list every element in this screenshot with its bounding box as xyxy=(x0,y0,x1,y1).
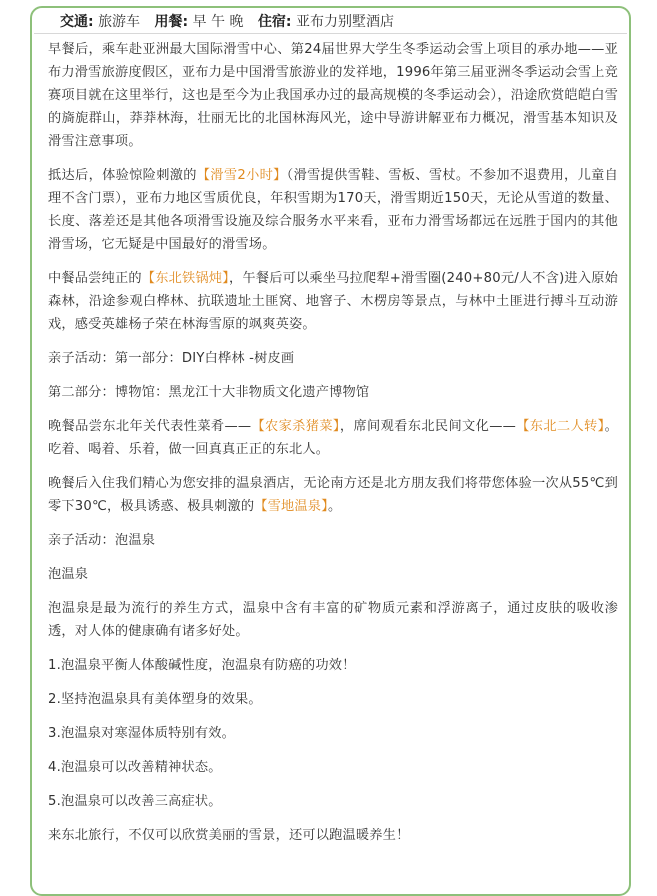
list-item: 1.泡温泉平衡人体酸碱性度，泡温泉有防癌的功效！ xyxy=(48,658,356,673)
paragraph-family-activity-2: 亲子活动：泡温泉 xyxy=(48,533,156,548)
paragraph-family-activity-1: 亲子活动：第一部分：DIY白桦林 -树皮画 xyxy=(48,351,295,366)
highlight-iron-pot-stew: 【 东北铁锅炖 】 xyxy=(142,271,229,286)
meals-value: 早 午 晚 xyxy=(192,14,244,30)
paragraph-morning: 早餐后，乘车赴亚洲最大国际滑雪中心、第24届世界大学生冬季运动会雪上项目的承办地——亚布力滑雪旅游度假区，亚布力是中国滑雪旅游业的发祥地，1996年第三届亚洲冬季运动会雪上竞赛项目就在这里举行，这也是至今为止我国承办过的最高规模的冬季运动会），沿途欣赏皑皑白雪的旖旎群山，莽莽林海，壮丽无比的北国林海风光，途中导游讲解亚布力概况，滑雪基本知识及滑雪注意事项。 xyxy=(48,42,618,149)
paragraph-hot-spring-hotel: 晚餐后入住我们精心为您安排的温泉酒店，无论南方还是北方朋友我们将带您体验一次从55℃到零下30℃，极具诱惑、极具刺激的【 雪地温泉 】 。 xyxy=(48,472,618,518)
list-item: 2.坚持泡温泉具有美体塑身的效果。 xyxy=(48,692,262,707)
paragraph-dinner: 晚餐品尝东北年关代表性菜肴——【 农家杀猪菜 】 ，席间观看东北民间文化——【 东北二人转 】 。吃着、喝着、乐着，做一回真真正正的东北人。 xyxy=(48,415,618,461)
highlight-snow-hot-spring: 【 雪地温泉 】 xyxy=(254,499,328,514)
header-divider xyxy=(34,33,627,34)
itinerary-body xyxy=(48,38,618,858)
transport-label: 交通: xyxy=(60,14,94,30)
transport-value: 旅游车 xyxy=(98,14,141,30)
paragraph-closing: 来东北旅行，不仅可以欣赏美丽的雪景，还可以跑温暖养生！ xyxy=(48,828,410,843)
highlight-errenzhuan: 【 东北二人转 】 xyxy=(516,419,605,434)
itinerary-header xyxy=(60,12,404,32)
hotel-label: 住宿: xyxy=(257,14,292,30)
paragraph-lunch: 中餐品尝纯正的【 东北铁锅炖 】 ，午餐后可以乘坐马拉爬犁+滑雪圈(240+80元/人不含)进入原始森林，沿途参观白桦林、抗联遗址土匪窝、地窨子、木楞房等景点，与林中土匪进行搏斗互动游戏，感受英雄杨子荣在林海雪原的飒爽英姿。 xyxy=(48,267,618,336)
paragraph-skiing: 抵达后，体验惊险刺激的【 滑雪2小时 】 （滑雪提供雪鞋、雪板、雪杖。不参加不退费用，儿童自理不含门票），亚布力地区雪质优良，年积雪期为170天，滑雪期近150天，无论从雪道的数量、长度、落差还是其他各项滑雪设施及综合服务水平来看，亚布力滑雪场都远在远胜于国内的其他滑雪场，它无疑是中国最好的滑雪场。 xyxy=(48,164,618,256)
hotel-value: 亚布力别墅酒店 xyxy=(296,14,394,30)
paragraph-hot-spring-title: 泡温泉 xyxy=(48,567,89,582)
highlight-skiing: 【 滑雪2小时 】 xyxy=(197,168,287,183)
list-item: 3.泡温泉对寒湿体质特别有效。 xyxy=(48,726,236,741)
meals-label: 用餐: xyxy=(154,14,189,30)
list-item: 4.泡温泉可以改善精神状态。 xyxy=(48,760,222,775)
paragraph-museum: 第二部分：博物馆：黑龙江十大非物质文化遗产博物馆 xyxy=(48,385,370,400)
paragraph-hot-spring-intro: 泡温泉是最为流行的养生方式，温泉中含有丰富的矿物质元素和浮游离子，通过皮肤的吸收渗透，对人体的健康确有诸多好处。 xyxy=(48,601,618,639)
list-item: 5.泡温泉可以改善三高症状。 xyxy=(48,794,222,809)
highlight-pig-feast: 【 农家杀猪菜 】 xyxy=(251,419,340,434)
